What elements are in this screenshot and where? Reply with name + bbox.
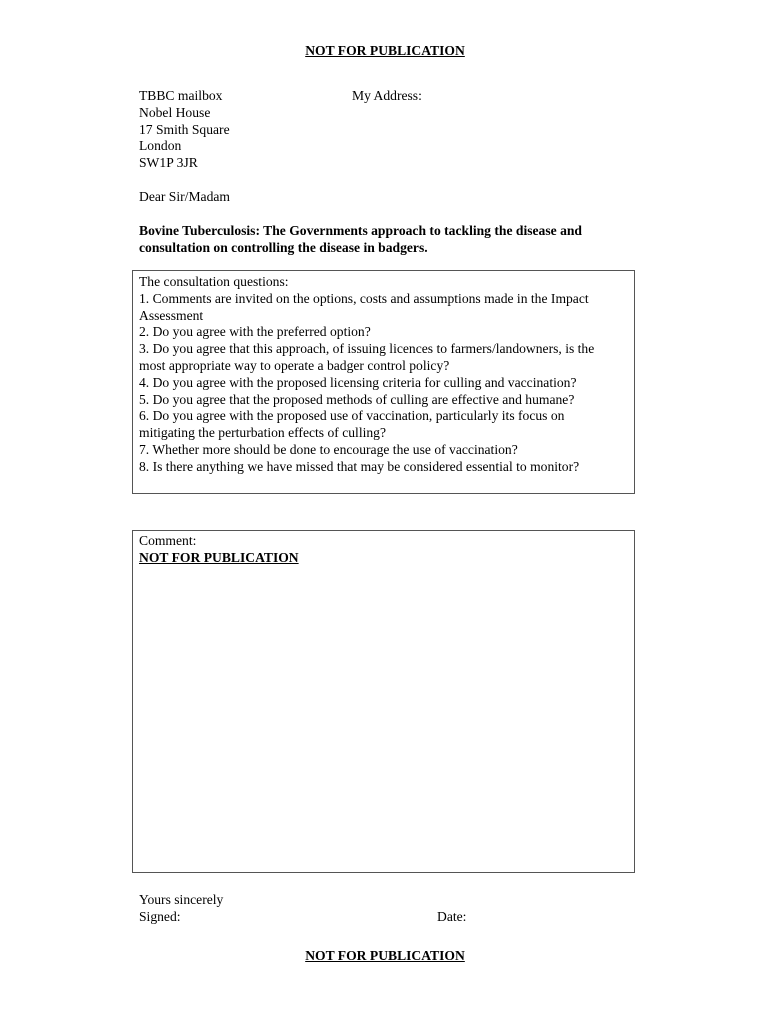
comment-not-for-publication: NOT FOR PUBLICATION	[139, 549, 299, 565]
question-line: 8. Is there anything we have missed that may be considered essential to monitor?	[139, 458, 580, 474]
question-line: 5. Do you agree that the proposed methods of culling are effective and humane?	[139, 391, 575, 407]
recipient-line: SW1P 3JR	[139, 155, 198, 171]
comment-label: Comment:	[139, 533, 197, 548]
recipient-line: TBBC mailbox	[139, 88, 223, 103]
question-line: 3. Do you agree that this approach, of issuing licences to farmers/landowners, is the	[139, 341, 595, 357]
question-line: 4. Do you agree with the proposed licensing criteria for culling and vaccination?	[139, 374, 577, 390]
subject-line-2: consultation on controlling the disease in badgers.	[139, 239, 428, 255]
recipient-address	[139, 88, 230, 172]
question-line: mitigating the perturbation effects of culling?	[139, 425, 387, 441]
question-line: 2. Do you agree with the preferred option?	[139, 324, 371, 340]
subject-heading	[139, 223, 639, 257]
question-line: 6. Do you agree with the proposed use of vaccination, particularly its focus on	[139, 408, 565, 424]
question-line: 1. Comments are invited on the options, costs and assumptions made in the Impact	[139, 290, 589, 306]
header-not-for-publication: NOT FOR PUBLICATION	[305, 43, 465, 58]
signed-label: Signed:	[139, 909, 181, 924]
question-line: Assessment	[139, 307, 204, 323]
date-label: Date:	[437, 909, 467, 924]
comment-box[interactable]	[132, 530, 635, 873]
subject-line-1: Bovine Tuberculosis: The Governments approach to tackling the disease and	[139, 223, 582, 238]
consultation-questions-box	[132, 270, 635, 494]
recipient-line: Nobel House	[139, 104, 211, 120]
salutation: Dear Sir/Madam	[139, 189, 230, 204]
recipient-line: 17 Smith Square	[139, 121, 230, 137]
recipient-line: London	[139, 138, 182, 154]
valediction: Yours sincerely	[139, 892, 224, 907]
question-line: 7. Whether more should be done to encourage the use of vaccination?	[139, 441, 518, 457]
questions-heading: The consultation questions:	[139, 274, 289, 289]
sender-address-label: My Address:	[352, 88, 422, 103]
footer-not-for-publication: NOT FOR PUBLICATION	[305, 948, 465, 963]
question-line: most appropriate way to operate a badger control policy?	[139, 357, 450, 373]
